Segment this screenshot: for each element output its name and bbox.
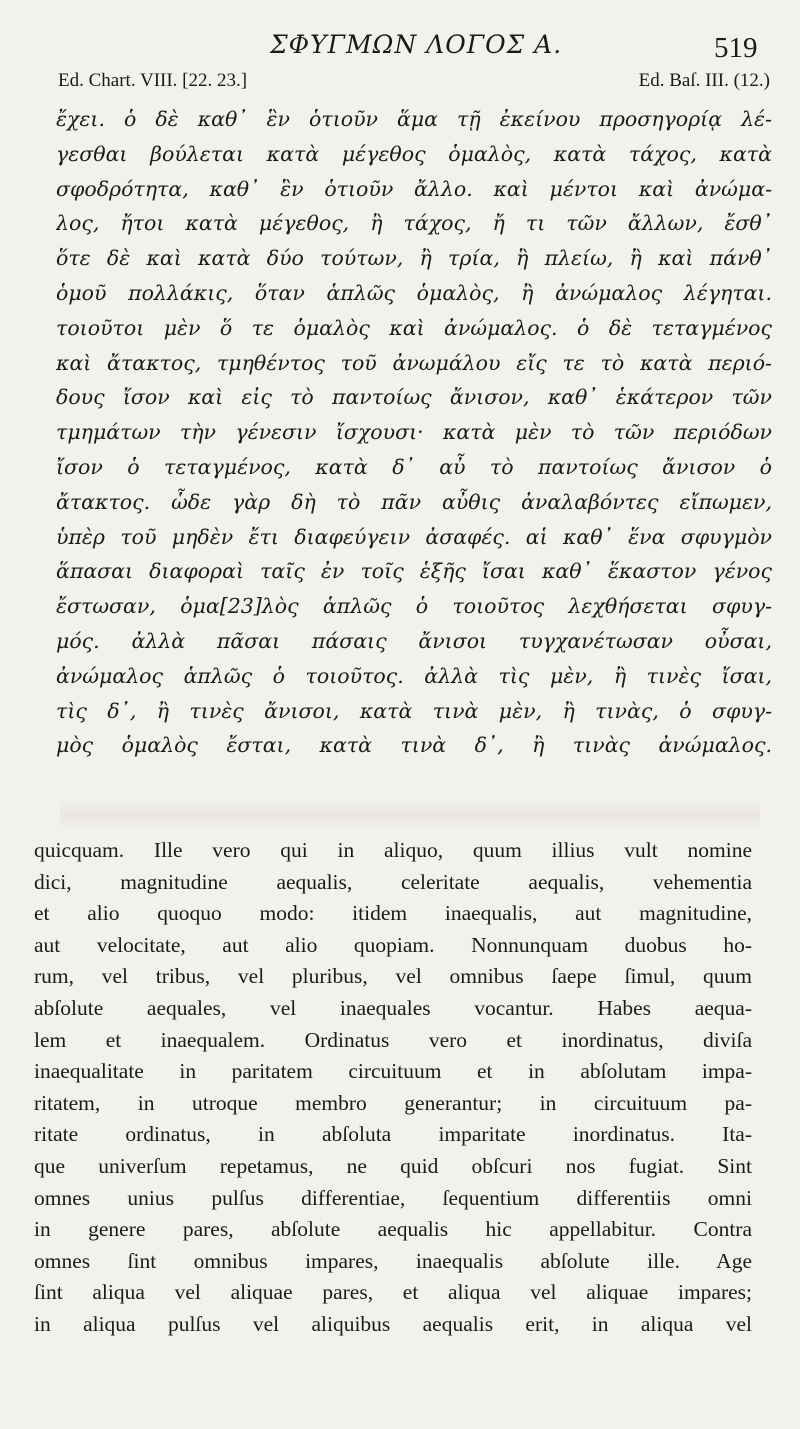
edition-basel-ref: Ed. Baſ. III. (12.) — [638, 70, 770, 91]
latin-line: ſint aliqua vel aliquae pares, et aliqua vel aliquae impares; — [34, 1280, 752, 1305]
running-head — [0, 24, 800, 64]
greek-line: λος, ἤτοι κατὰ μέγεθος, ἢ τάχος, ἤ τι τῶν ἄλλων, ἔσθ᾿ — [56, 211, 772, 236]
page-number: 519 — [714, 32, 758, 64]
greek-line: ἴσον ὁ τεταγμένος, κατὰ δ᾿ αὖ τὸ παντοίως ἄνισον ὁ — [56, 454, 772, 479]
latin-line: inaequalitate in paritatem circuituum et in abſolutam impa- — [34, 1059, 752, 1084]
greek-line: μὸς ὁμαλὸς ἔσται, κατὰ τινὰ δ᾿, ἢ τινὰς ἀνώμαλος. — [56, 733, 772, 758]
running-title: ΣΦΥΓΜΩΝ ΛΟΓΟΣ Α. — [270, 30, 563, 59]
greek-line: ἄτακτος. ὧδε γὰρ δὴ τὸ πᾶν αὖθις ἀναλαβόντες εἴπωμεν, — [56, 489, 772, 514]
greek-line: ἀνώμαλος ἁπλῶς ὁ τοιοῦτος. ἀλλὰ τὶς μὲν, ἢ τινὲς ἴσαι, — [56, 663, 772, 688]
latin-text-block — [34, 835, 752, 1341]
greek-line: ἔχει. ὁ δὲ καθ᾿ ἓν ὁτιοῦν ἅμα τῇ ἐκείνου προσηγορίᾳ λέ- — [56, 107, 772, 131]
latin-line: et alio quoquo modo: itidem inaequalis, aut magnitudine, — [34, 901, 752, 926]
edition-reference-line — [58, 70, 770, 100]
edition-chartier-ref: Ed. Chart. VIII. [22. 23.] — [58, 70, 248, 91]
latin-line: omnes unius pulſus differentiae, ſequentium differentiis omni — [34, 1185, 752, 1210]
greek-line: ἅπασαι διαφοραὶ ταῖς ἐν τοῖς ἑξῆς ἴσαι καθ᾿ ἕκαστον γένος — [56, 559, 772, 584]
latin-line: in aliqua pulſus vel aliquibus aequalis erit, in aliqua vel — [34, 1311, 752, 1336]
latin-line: abſolute aequales, vel inaequales vocantur. Habes aequa- — [34, 995, 752, 1020]
latin-line: aut velocitate, aut alio quopiam. Nonnunquam duobus ho- — [34, 932, 752, 957]
greek-line: δους ἴσον καὶ εἰς τὸ παντοίως ἄνισον, καθ᾿ ἑκάτερον τῶν — [56, 385, 772, 410]
latin-line: lem et inaequalem. Ordinatus vero et inordinatus, diviſa — [34, 1027, 752, 1052]
greek-line: μός. ἀλλὰ πᾶσαι πάσαις ἄνισοι τυγχανέτωσαν οὖσαι, — [56, 628, 772, 653]
greek-line: ὁμοῦ πολλάκις, ὅταν ἁπλῶς ὁμαλὸς, ἢ ἀνώμαλος λέγηται. — [56, 280, 772, 305]
latin-line: que univerſum repetamus, ne quid obſcuri nos fugiat. Sint — [34, 1153, 752, 1178]
greek-line: τμημάτων τὴν γένεσιν ἴσχουσι· κατὰ μὲν τὸ τῶν περιόδων — [56, 420, 772, 445]
greek-line: ἔστωσαν, ὁμα[23]λὸς ἁπλῶς ὁ τοιοῦτος λεχθήσεται σφυγ- — [56, 594, 772, 619]
latin-line: ritate ordinatus, in abſoluta imparitate inordinatus. Ita- — [34, 1122, 752, 1147]
latin-line: omnes ſint omnibus impares, inaequalis abſolute ille. Age — [34, 1248, 752, 1273]
greek-line: τοιοῦτοι μὲν ὅ τε ὁμαλὸς καὶ ἀνώμαλος. ὁ δὲ τεταγμένος — [56, 315, 772, 340]
greek-line: ὑπὲρ τοῦ μηδὲν ἔτι διαφεύγειν ἀσαφές. αἱ καθ᾿ ἕνα σφυγμὸν — [56, 524, 772, 549]
greek-line: σφοδρότητα, καθ᾿ ἓν ὁτιοῦν ἄλλο. καὶ μέντοι καὶ ἀνώμα- — [56, 176, 772, 201]
greek-line: τὶς δ᾿, ἢ τινὲς ἄνισοι, κατὰ τινὰ μὲν, ἢ τινὰς, ὁ σφυγ- — [56, 698, 772, 723]
latin-line: ritatem, in utroque membro generantur; in circuituum pa- — [34, 1090, 752, 1115]
bleed-through-shadow — [60, 800, 760, 830]
greek-line: ὅτε δὲ καὶ κατὰ δύο τούτων, ἢ τρία, ἢ πλείω, ἢ καὶ πάνθ᾿ — [56, 246, 772, 271]
greek-text-block — [56, 102, 772, 763]
latin-line: rum, vel tribus, vel pluribus, vel omnibus ſaepe ſimul, quum — [34, 964, 752, 989]
latin-line: in genere pares, abſolute aequalis hic appellabitur. Contra — [34, 1217, 752, 1242]
latin-line: dici, magnitudine aequalis, celeritate aequalis, vehementia — [34, 869, 752, 894]
greek-line: γεσθαι βούλεται κατὰ μέγεθος ὁμαλὸς, κατὰ τάχος, κατὰ — [56, 141, 772, 166]
greek-line: καὶ ἄτακτος, τμηθέντος τοῦ ἀνωμάλου εἴς τε τὸ κατὰ περιό- — [56, 350, 772, 375]
latin-line: quicquam. Ille vero qui in aliquo, quum illius vult nomine — [34, 838, 752, 862]
